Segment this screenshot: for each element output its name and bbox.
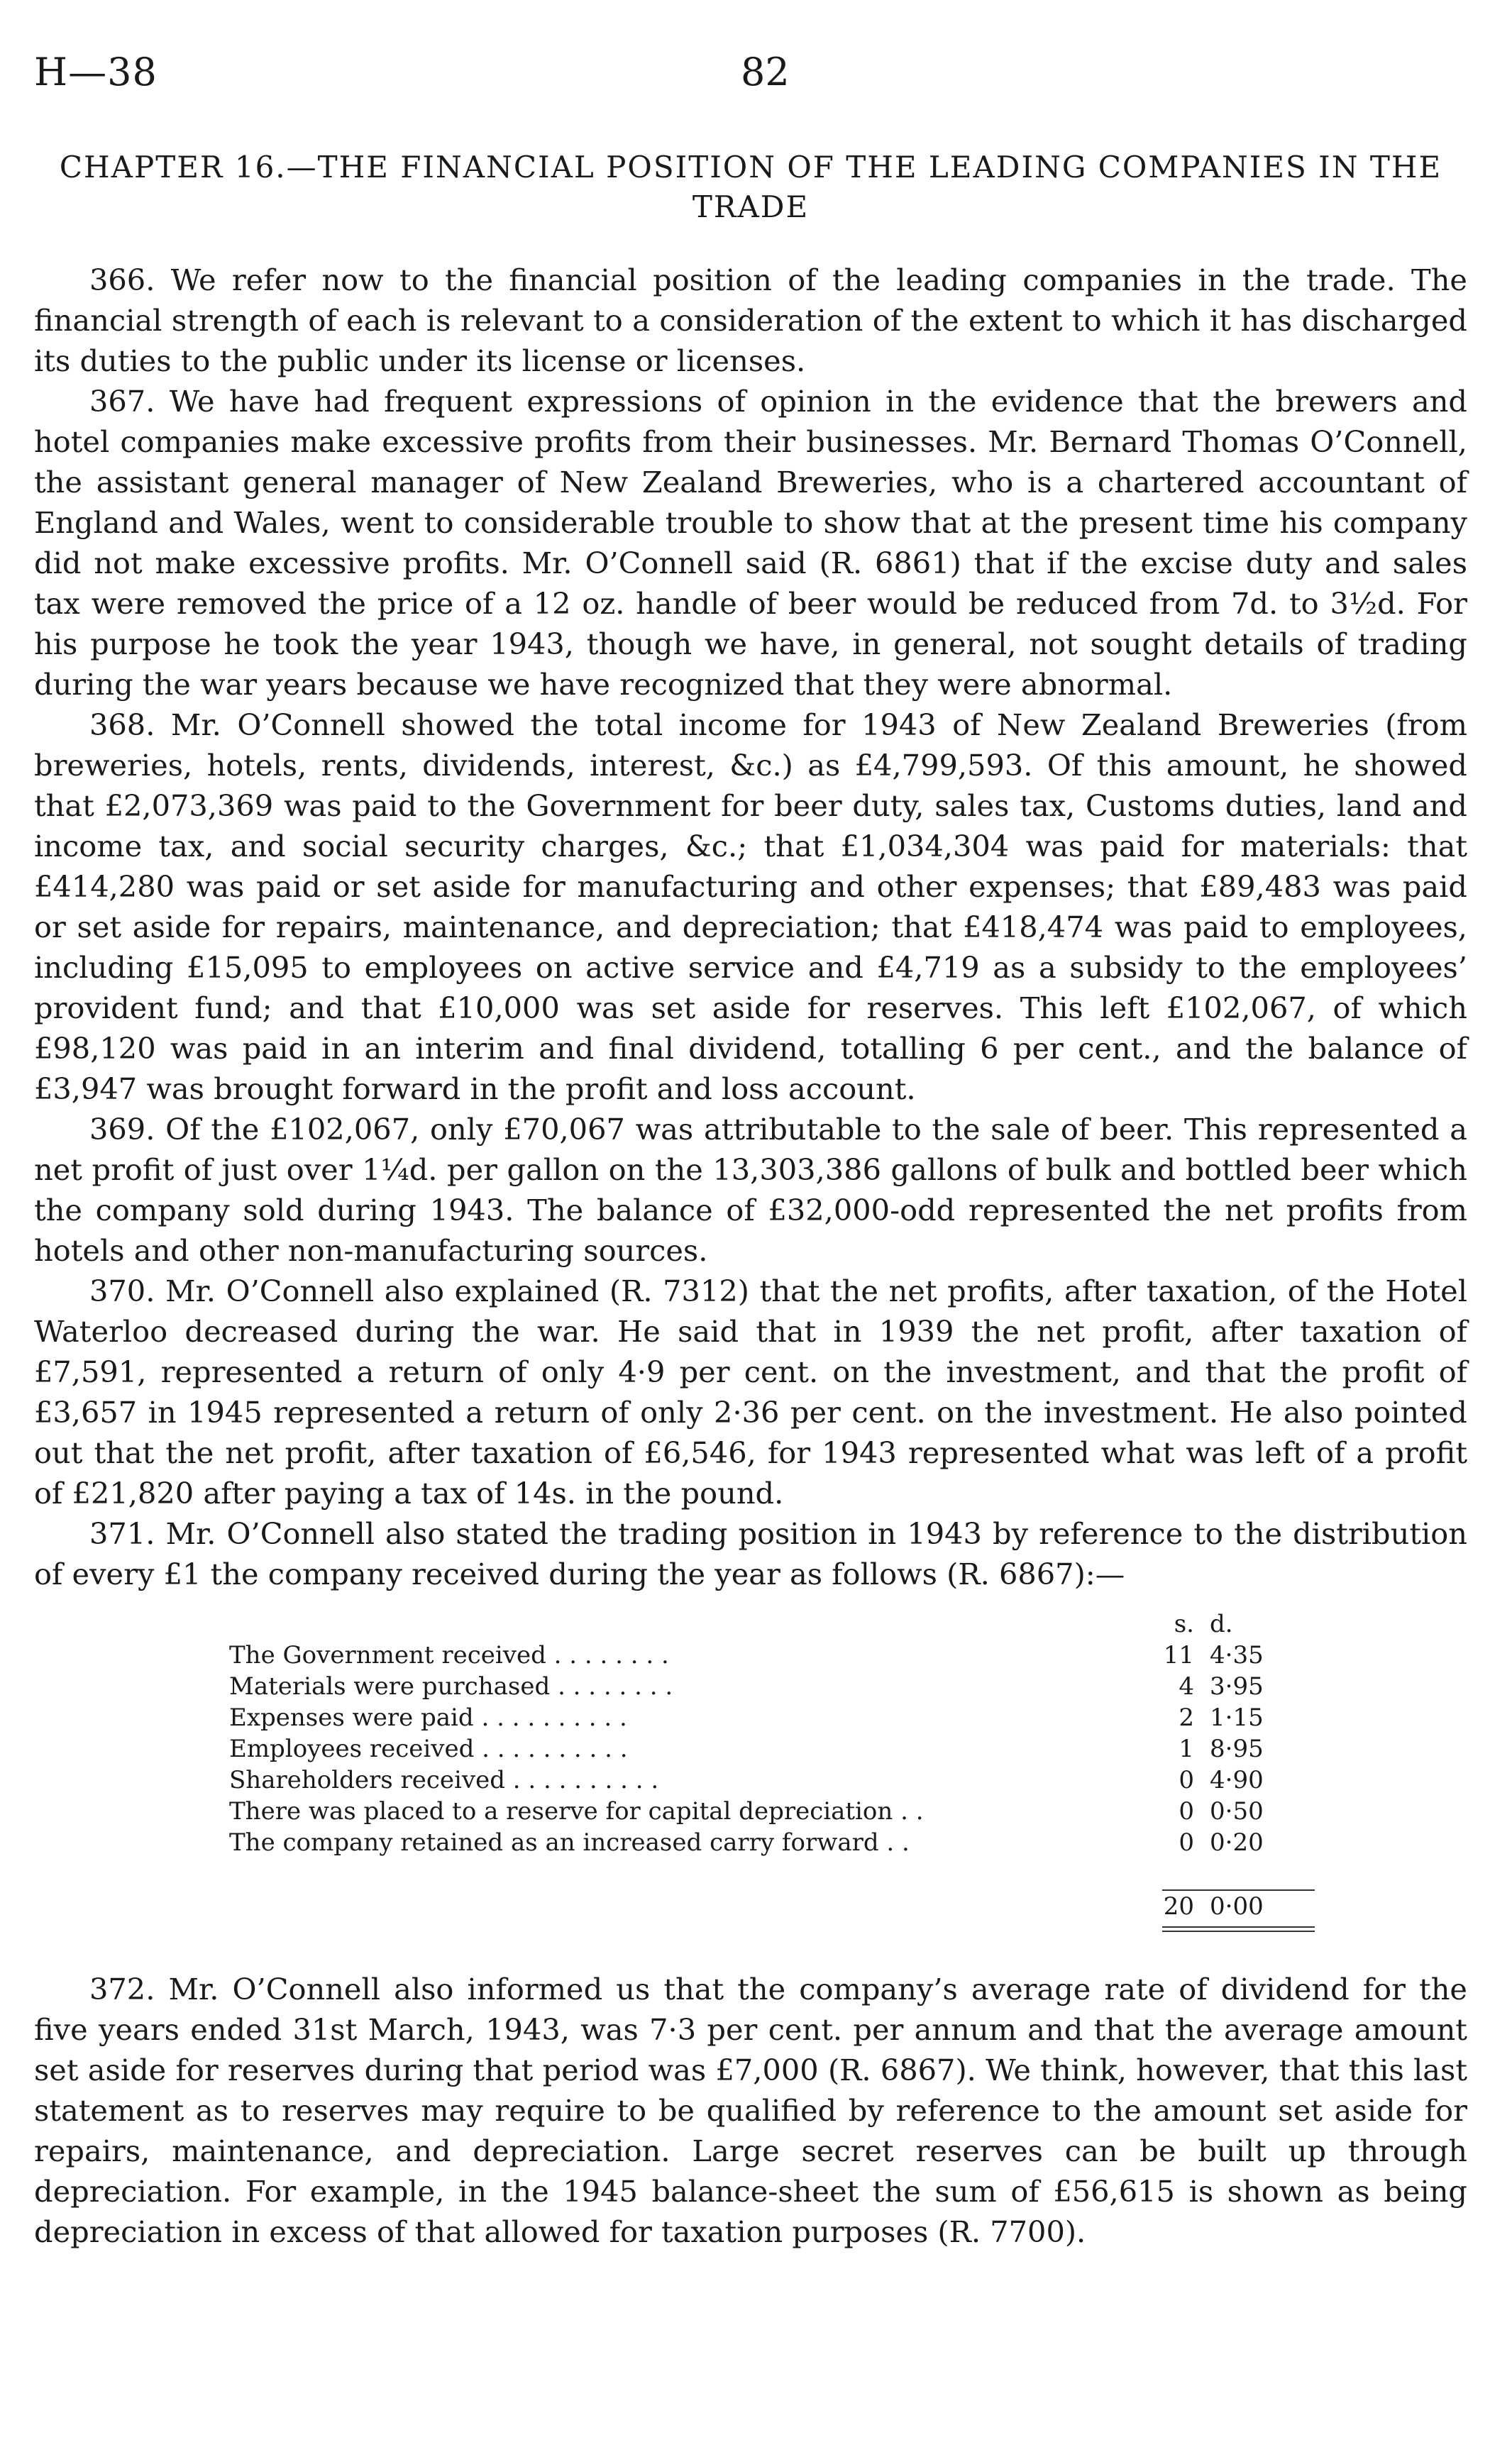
document-reference: H—38: [34, 50, 158, 94]
column-shillings: s.: [1174, 1610, 1194, 1638]
row-label: Materials were purchased . . . . . . . .: [229, 1672, 673, 1701]
row-label: The Government received . . . . . . . .: [229, 1641, 669, 1669]
page-number: 82: [741, 50, 790, 94]
table-row: [229, 1765, 1315, 1796]
row-pence: 0·20: [1210, 1828, 1264, 1857]
row-label: The company retained as an increased carry forward . .: [229, 1828, 910, 1857]
row-label: Expenses were paid . . . . . . . . . .: [229, 1704, 627, 1732]
row-pence: 0·50: [1210, 1797, 1264, 1826]
distribution-total-block: [229, 1889, 1315, 1932]
row-pence: 1·15: [1210, 1704, 1264, 1732]
row-shillings: 0: [1179, 1797, 1194, 1826]
table-row: [229, 1640, 1315, 1671]
column-pence: d.: [1210, 1610, 1233, 1638]
row-shillings: 0: [1179, 1766, 1194, 1794]
total-pence: 0·00: [1210, 1892, 1264, 1921]
paragraph-369: 369. Of the £102,067, only £70,067 was attributable to the sale of beer. This represented a net profit of just over 1¼d. per gallon on the 13,303,386 gallons of bulk and bottled beer which the company sold during 1943. The balance of £32,000-odd represented the net profits from hotels and other non-manufacturing sources.: [34, 1112, 1467, 1268]
distribution-header: [229, 1608, 1315, 1640]
row-shillings: 0: [1179, 1828, 1194, 1857]
document-page: [34, 50, 1467, 2252]
row-pence: 8·95: [1210, 1735, 1264, 1763]
row-label: There was placed to a reserve for capital depreciation . .: [229, 1797, 924, 1826]
chapter-title: CHAPTER 16.—THE FINANCIAL POSITION OF THE LEADING COMPANIES IN THE TRADE: [59, 150, 1442, 224]
table-row: [229, 1796, 1315, 1827]
row-shillings: 4: [1179, 1672, 1194, 1701]
table-row: [229, 1827, 1315, 1858]
row-pence: 4·35: [1210, 1641, 1264, 1669]
table-row: [229, 1702, 1315, 1733]
paragraph-371: 371. Mr. O’Connell also stated the trading position in 1943 by reference to the distribution of every £1 the company received during the year as follows (R. 6867):—: [34, 1516, 1467, 1591]
row-shillings: 1: [1179, 1735, 1194, 1763]
row-shillings: 11: [1163, 1641, 1194, 1669]
paragraph-366: 366. We refer now to the financial position of the leading companies in the trade. The financial strength of each is relevant to a consideration of the extent to which it has discharged its duties to the public under its license or licenses.: [34, 263, 1467, 378]
distribution-table: [229, 1608, 1315, 1932]
table-row: [229, 1733, 1315, 1765]
paragraph-372: 372. Mr. O’Connell also informed us that the company’s average rate of dividend for the five years ended 31st March, 1943, was 7·3 per cent. per annum and that the average amount set aside for reserves during that period was £7,000 (R. 6867). We think, however, that this last statement as to reserves may require to be qualified by reference to the amount set aside for repairs, maintenance, and depreciation. Large secret reserves can be built up through depreciation. For example, in the 1945 balance-sheet the sum of £56,615 is shown as being depreciation in excess of that allowed for taxation purposes (R. 7700).: [34, 1972, 1467, 2249]
row-label: Employees received . . . . . . . . . .: [229, 1735, 628, 1763]
row-shillings: 2: [1179, 1704, 1194, 1732]
paragraph-370: 370. Mr. O’Connell also explained (R. 7312) that the net profits, after taxation, of the Hotel Waterloo decreased during the war. He said that in 1939 the net profit, after taxation of £7,591, represented a return of only 4·9 per cent. on the investment, and that the profit of £3,657 in 1945 represented a return of only 2·36 per cent. on the investment. He also pointed out that the net profit, after taxation of £6,546, for 1943 represented what was left of a profit of £21,820 after paying a tax of 14s. in the pound.: [34, 1274, 1467, 1511]
row-pence: 3·95: [1210, 1672, 1264, 1701]
page-header: [34, 50, 1467, 106]
table-row: [229, 1671, 1315, 1702]
total-row: [229, 1891, 1315, 1922]
total-shillings: 20: [1163, 1892, 1194, 1921]
row-pence: 4·90: [1210, 1766, 1264, 1794]
total-double-rule: [1162, 1926, 1315, 1932]
paragraph-367: 367. We have had frequent expressions of opinion in the evidence that the brewers and hotel companies make excessive profits from their businesses. Mr. Bernard Thomas O’Connell, the assistant general manager of New Zealand Breweries, who is a chartered accountant of England and Wales, went to considerable trouble to show that at the present time his company did not make excessive profits. Mr. O’Connell said (R. 6861) that if the excise duty and sales tax were removed the price of a 12 oz. handle of beer would be reduced from 7d. to 3½d. For his purpose he took the year 1943, though we have, in general, not sought details of trading during the war years because we have recognized that they were abnormal.: [34, 384, 1467, 702]
row-label: Shareholders received . . . . . . . . . .: [229, 1766, 659, 1794]
paragraph-368: 368. Mr. O’Connell showed the total income for 1943 of New Zealand Breweries (from breweries, hotels, rents, dividends, interest, &c.) as £4,799,593. Of this amount, he showed that £2,073,369 was paid to the Government for beer duty, sales tax, Customs duties, land and income tax, and social security charges, &c.; that £1,034,304 was paid for materials: that £414,280 was paid or set aside for manufacturing and other expenses; that £89,483 was paid or set aside for repairs, maintenance, and depreciation; that £418,474 was paid to employees, including £15,095 to employees on active service and £4,719 as a subsidy to the employees’ provident fund; and that £10,000 was set aside for reserves. This left £102,067, of which £98,120 was paid in an interim and final dividend, totalling 6 per cent., and the balance of £3,947 was brought forward in the profit and loss account.: [34, 707, 1467, 1106]
